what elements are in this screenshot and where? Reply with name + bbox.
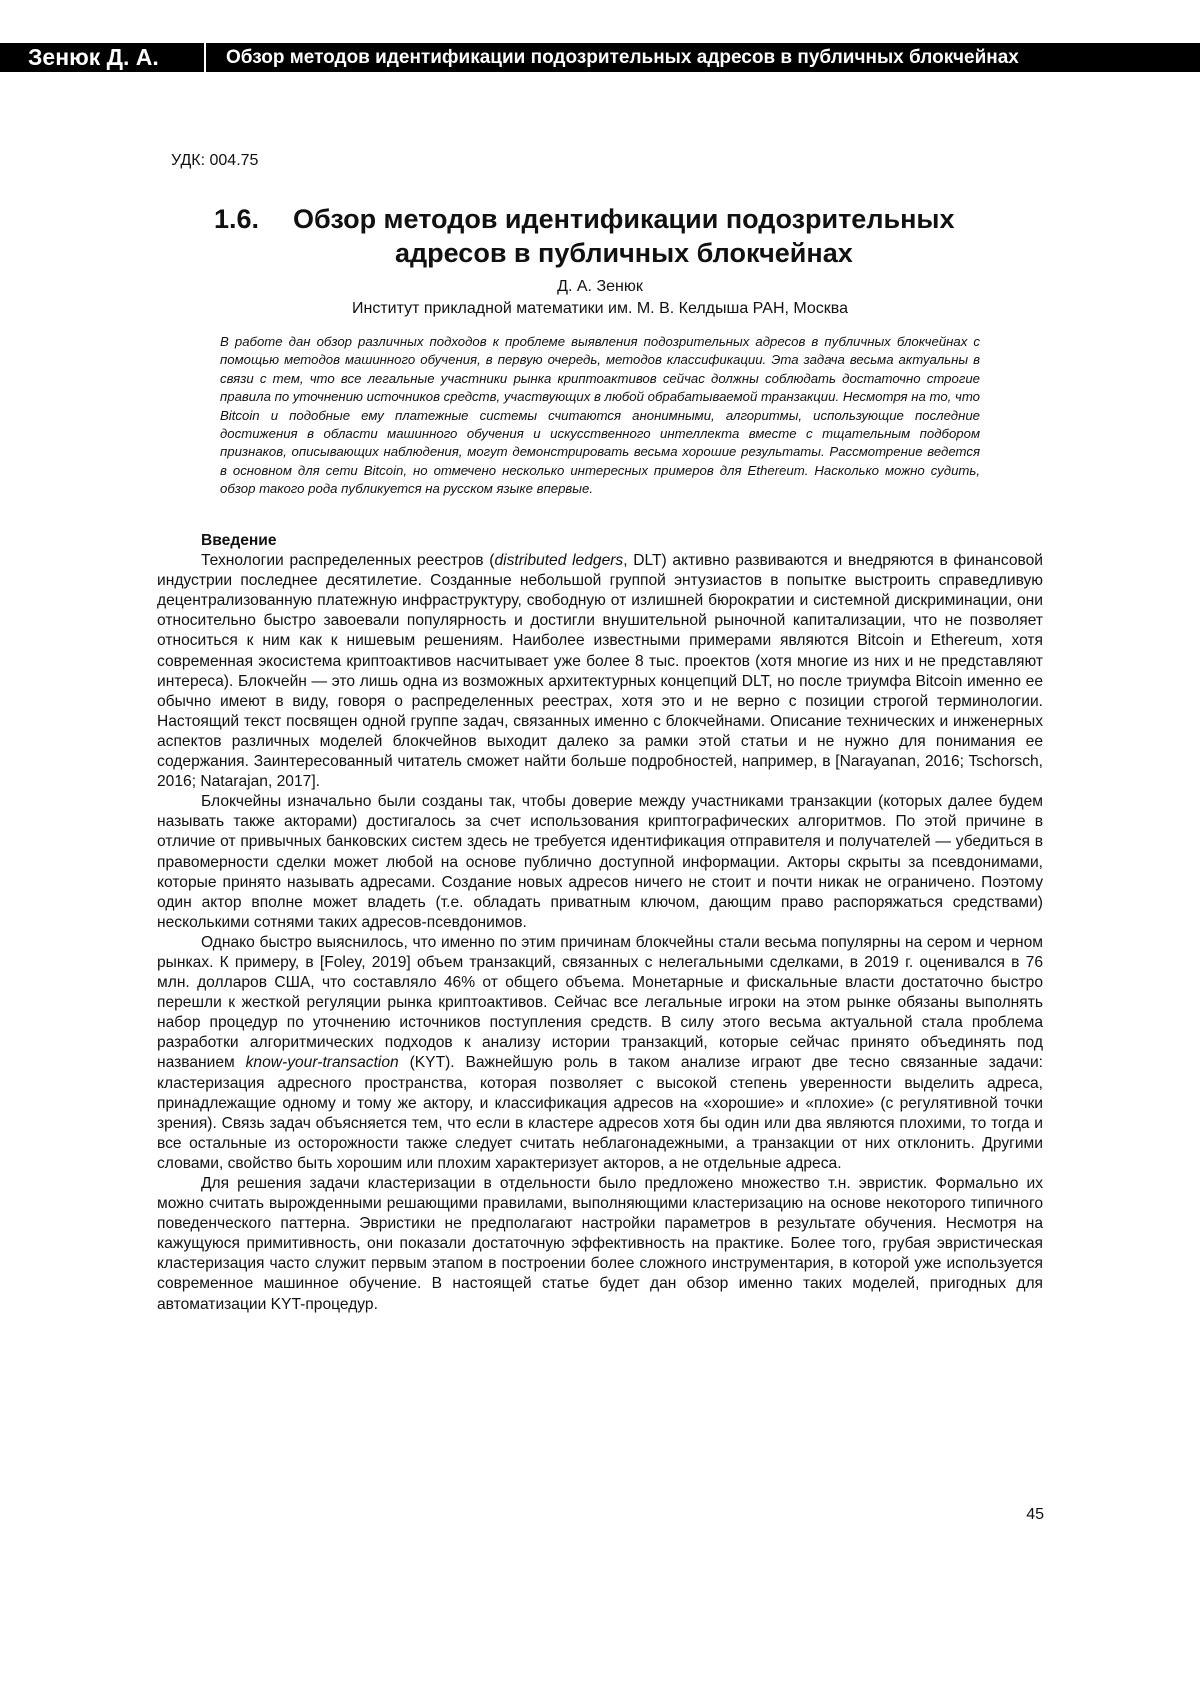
running-header-author: Зенюк Д. А. [0,43,206,72]
title-line-1: Обзор методов идентификации подозрительных [293,202,954,236]
author-name: Д. А. Зенюк [171,278,1029,296]
running-header [0,43,1200,72]
section-number: 1.6. [214,202,259,236]
paragraph-3: Однако быстро выяснилось, что именно по этим причинам блокчейны стали весьма популярны на сером и черном рынках. К примеру, в [Foley, 2019] объем транзакций, связанных с нелегальными сделками, в 2019 г. оценивался в 76 млн. долларов США, что составляло 46% от общего объема. Монетарные и фискальные власти достаточно быстро перешли к жесткой регуляции рынка криптоактивов. Сейчас все легальные игроки на этом рынке обязаны выполнять набор процедур по уточнению источников поступления средств. В силу этого весьма актуальной стала проблема разработки алгоритмических подходов к анализу истории транзакций, которые сейчас принято объединять под названием know-your-transaction (KYT). Важнейшую роль в таком анализе играют две тесно связанные задачи: кластеризация адресного пространства, которая позволяет с высокой степень уверенности выделить адреса, принадлежащие одному и тому же актору, и классификация адресов на «хорошие» и «плохие» (с регулятивной точки зрения). Связь задач объясняется тем, что если в кластере адресов хотя бы один или два являются плохими, то тогда и все остальные из осторожности также следует считать неблагонадежными, а транзакции от них отклонить. Другими словами, свойство быть хорошим или плохим характеризует акторов, а не отдельные адреса. [157,933,1043,1174]
paragraph-1: Технологии распределенных реестров (distributed ledgers, DLT) активно развиваются и внедряются в финансовой индустрии последнее десятилетие. Созданные небольшой группой энтузиастов в попытке выстроить справедливую децентрализованную платежную инфраструктуру, свободную от излишней бюрократии и системной дискриминации, они относительно быстро завоевали популярность и достигли внушительной рыночной капитализации, что не позволяет относиться к ним как к нишевым решениям. Наиболее известными примерами являются Bitcoin и Ethereum, хотя современная экосистема криптоактивов насчитывает уже более 8 тыс. проектов (хотя многие из них и не представляют интереса). Блокчейн — это лишь одна из возможных архитектурных концепций DLT, но после триумфа Bitcoin именно ее обычно имеют в виду, говоря о распределенных реестрах, хотя это и не верно с позиции строгой терминологии. Настоящий текст посвящен одной группе задач, связанных именно с блокчейнами. Описание технических и инженерных аспектов различных моделей блокчейнов выходит далеко за рамки этой статьи и не нужно для понимания ее содержания. Заинтересованный читатель сможет найти больше подробностей, например, в [Narayanan, 2016; Tschorsch, 2016; Natarajan, 2017]. [157,551,1043,792]
article-body [157,531,1043,1315]
author-affiliation: Институт прикладной математики им. М. В. Келдыша РАН, Москва [171,300,1029,318]
section-heading: Введение [201,531,1043,551]
udk-code: УДК: 004.75 [171,152,258,170]
abstract: В работе дан обзор различных подходов к проблеме выявления подозрительных адресов в публичных блокчейнах с помощью методов машинного обучения, в первую очередь, методов классификации. Эта задача весьма актуальны в связи с тем, что все легальные участники рынка криптоактивов сейчас должны соблюдать достаточно строгие правила по уточнению источников средств, участвующих в любой обрабатываемой транзакции. Несмотря на то, что Bitcoin и подобные ему платежные системы считаются анонимными, алгоритмы, использующие последние достижения в области машинного обучения и искусственного интеллекта вместе с тщательным подбором признаков, описывающих наблюдения, могут демонстрировать весьма хорошие результаты. Рассмотрение ведется в основном для сети Bitcoin, но отмечено несколько интересных примеров для Ethereum. Насколько можно судить, обзор такого рода публикуется на русском языке впервые. [220,333,980,499]
paragraph-2: Блокчейны изначально были созданы так, чтобы доверие между участниками транзакции (которых далее будем называть также акторами) достигалось за счет использования криптографических алгоритмов. По этой причине в отличие от привычных банковских систем здесь не требуется идентификация отправителя и получателей — убедиться в правомерности сделки может любой на основе публично доступной информации. Акторы скрыты за псевдонимами, которые принято называть адресами. Создание новых адресов ничего не стоит и почти никак не ограничено. Поэтому один актор вполне может владеть (т.е. обладать приватным ключом, дающим право распоряжаться средствами) несколькими сотнями таких адресов-псевдонимов. [157,792,1043,933]
page-number: 45 [1010,1506,1044,1524]
running-header-title: Обзор методов идентификации подозрительных адресов в публичных блокчейнах [206,47,1019,69]
paragraph-4: Для решения задачи кластеризации в отдельности было предложено множество т.н. эвристик. Формально их можно считать вырожденными решающими правилами, выполняющими кластеризацию на основе некоторого типичного поведенческого паттерна. Эвристики не предполагают настройки параметров в результате обучения. Несмотря на кажущуюся примитивность, они показали достаточную эффективность на практике. Более того, грубая эвристическая кластеризация часто служит первым этапом в построении более сложного инструментария, в которой уже используется современное машинное обучение. В настоящей статье будет дан обзор именно таких моделей, пригодных для автоматизации KYT-процедур. [157,1174,1043,1315]
title-line-2: адресов в публичных блокчейнах [395,236,853,270]
